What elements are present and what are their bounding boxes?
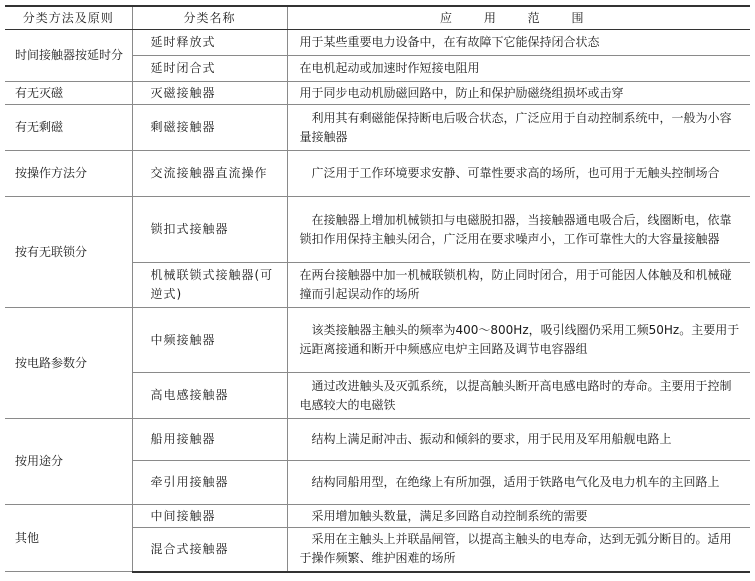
type-name-cell: 灭磁接触器 [132,82,287,105]
table-row [5,30,750,56]
type-name-cell: 混合式接触器 [132,528,287,572]
table-row [5,308,750,373]
type-name-cell: 船用接触器 [132,419,287,461]
scope-cell: 采用在主触头上并联晶闸管，以提高主触头的电寿命，达到无弧分断目的。适用于操作频繁、维护困难的场所 [287,528,750,572]
category-cell: 按操作方法分 [5,151,132,197]
type-name-cell: 中频接触器 [132,308,287,373]
scope-cell: 广泛用于工作环境要求安静、可靠性要求高的场所，也可用于无触头控制场合 [287,151,750,197]
scope-cell: 用于某些重要电力设备中，在有故障下它能保持闭合状态 [287,30,750,56]
category-cell: 有无灭磁 [5,82,132,105]
contactor-classification-table [5,5,750,573]
table-row [5,505,750,528]
type-name-cell: 高电感接触器 [132,373,287,419]
scope-cell: 在电机起动或加速时作短接电阻用 [287,56,750,82]
type-name-cell: 牵引用接触器 [132,461,287,505]
scope-cell: 在接触器上增加机械锁扣与电磁脱扣器，当接触器通电吸合后，线圈断电，依靠锁扣作用保持主触头闭合，广泛用在要求噪声小，工作可靠性大的大容量接触器 [287,197,750,263]
type-name-cell: 剩磁接触器 [132,105,287,151]
header-application-scope: 应 用 范 围 [287,6,750,30]
scope-cell: 结构上满足耐冲击、振动和倾斜的要求，用于民用及军用船舰电路上 [287,419,750,461]
scope-cell: 用于同步电动机励磁回路中，防止和保护励磁绕组损坏或击穿 [287,82,750,105]
scope-cell: 结构同船用型，在绝缘上有所加强，适用于铁路电气化及电力机车的主回路上 [287,461,750,505]
table-row [5,105,750,151]
scope-cell: 利用其有剩磁能保持断电后吸合状态，广泛应用于自动控制系统中，一般为小容量接触器 [287,105,750,151]
header-classification-method: 分类方法及原则 [5,6,132,30]
table-row [5,419,750,461]
type-name-cell: 延时闭合式 [132,56,287,82]
category-cell: 按有无联锁分 [5,197,132,308]
type-name-cell: 延时释放式 [132,30,287,56]
table-header-row [5,6,750,30]
type-name-cell: 机械联锁式接触器(可逆式) [132,263,287,308]
scope-cell: 通过改进触头及灭弧系统，以提高触头断开高电感电路时的寿命。主要用于控制电感较大的电磁铁 [287,373,750,419]
category-cell: 按电路参数分 [5,308,132,419]
category-cell: 有无剩磁 [5,105,132,151]
table-row [5,82,750,105]
type-name-cell: 中间接触器 [132,505,287,528]
category-cell: 按用途分 [5,419,132,505]
category-cell: 时间接触器按延时分 [5,30,132,82]
table-row [5,197,750,263]
scope-cell: 在两台接触器中加一机械联锁机构，防止同时闭合，用于可能因人体触及和机械碰撞而引起误动作的场所 [287,263,750,308]
scope-cell: 采用增加触头数量，满足多回路自动控制系统的需要 [287,505,750,528]
type-name-cell: 锁扣式接触器 [132,197,287,263]
scope-cell: 该类接触器主触头的频率为400～800Hz，吸引线圈仍采用工频50Hz。主要用于远距离接通和断开中频感应电炉主回路及调节电容器组 [287,308,750,373]
table-row [5,151,750,197]
type-name-cell: 交流接触器直流操作 [132,151,287,197]
header-classification-name: 分类名称 [132,6,287,30]
category-cell: 其他 [5,505,132,572]
